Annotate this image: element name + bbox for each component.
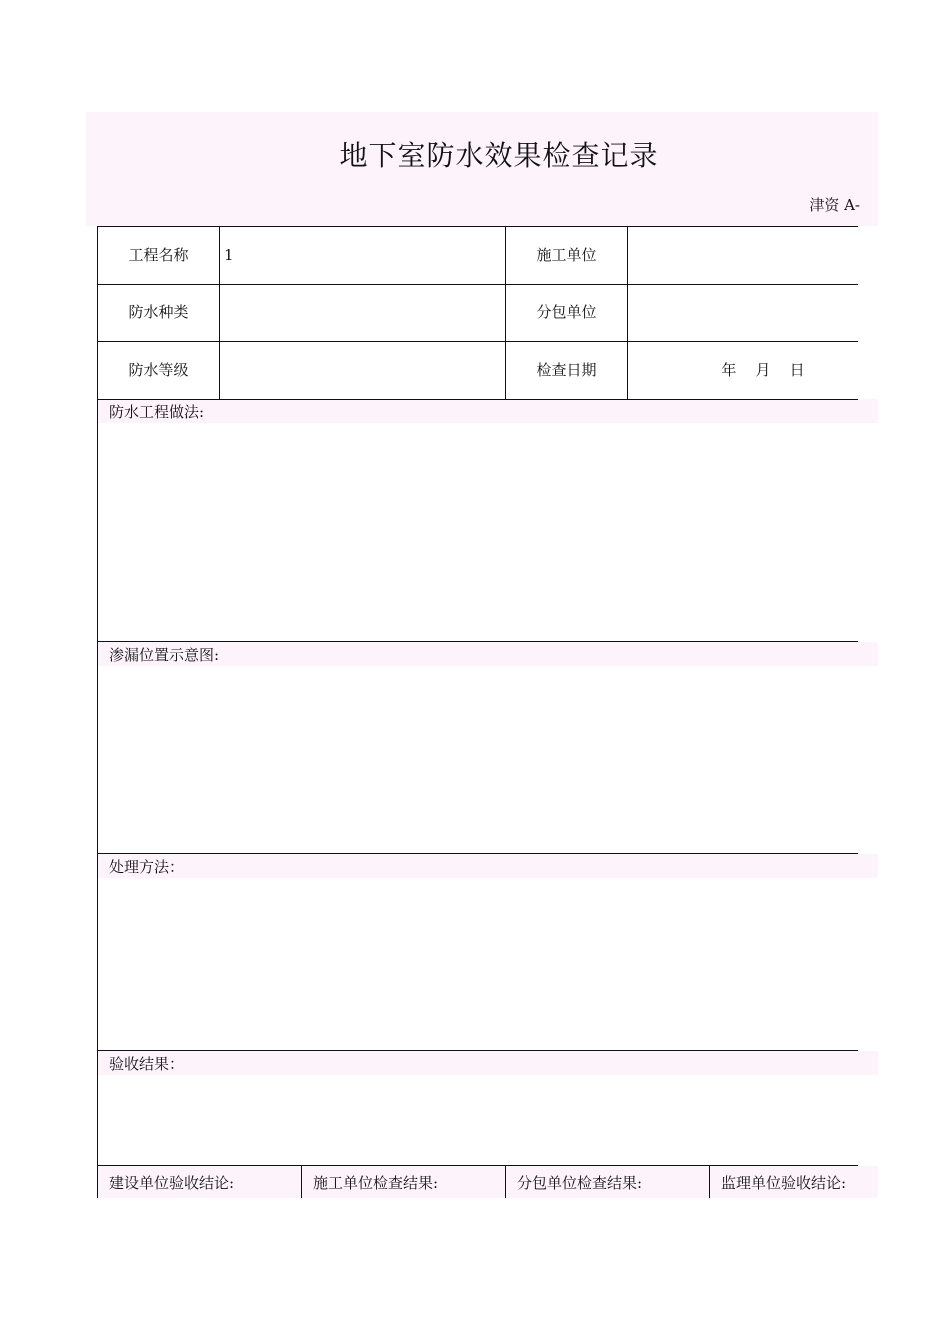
treatment-label-band [98, 854, 878, 878]
signoff-divider-1 [301, 1165, 302, 1198]
info-col-divider-1 [219, 226, 220, 399]
method-bottom-border [97, 641, 858, 642]
supervisor-signoff-label: 监理单位验收结论: [721, 1174, 847, 1192]
waterproof-type-label: 防水种类 [128, 303, 189, 321]
form-code: 津资 A- [809, 196, 860, 214]
method-label-band [98, 399, 878, 423]
treatment-bottom-border [97, 1050, 858, 1051]
treatment-section-label: 处理方法： [109, 858, 185, 876]
project-name-value: 1 [224, 246, 234, 264]
form-sheet [86, 112, 878, 1198]
acceptance-section-label: 验收结果： [109, 1055, 185, 1073]
document-title: 地下室防水效果检查记录 [339, 139, 659, 172]
row3-border [97, 399, 858, 400]
owner-signoff-label: 建设单位验收结论: [109, 1174, 235, 1192]
acceptance-label-band [98, 1051, 878, 1075]
leak-diagram-section-label: 渗漏位置示意图: [109, 646, 220, 664]
signoff-divider-3 [709, 1165, 710, 1198]
waterproof-grade-label: 防水等级 [128, 361, 189, 379]
inspection-date-value: 年 月 日 [721, 361, 805, 379]
inspection-date-label: 检查日期 [536, 361, 597, 379]
leak-bottom-border [97, 853, 858, 854]
row1-border [97, 284, 858, 285]
contractor-label: 施工单位 [536, 246, 597, 264]
project-name-label: 工程名称 [128, 246, 189, 264]
signoff-divider-2 [505, 1165, 506, 1198]
subcontractor-signoff-label: 分包单位检查结果: [517, 1174, 643, 1192]
method-section-label: 防水工程做法: [109, 403, 205, 421]
acceptance-bottom-border [97, 1165, 858, 1166]
contractor-signoff-label: 施工单位检查结果: [313, 1174, 439, 1192]
row2-border [97, 341, 858, 342]
subcontractor-label: 分包单位 [536, 303, 597, 321]
table-top-border [97, 226, 858, 227]
